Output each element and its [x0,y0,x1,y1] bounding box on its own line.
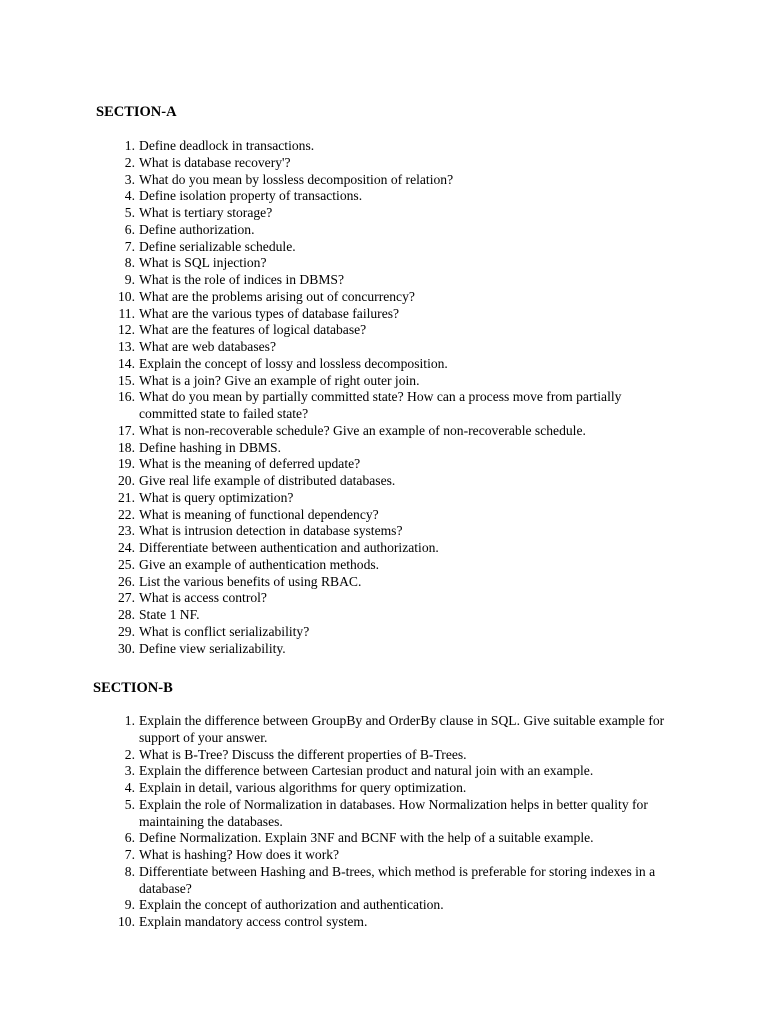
question-number: 3. [124,171,135,187]
question-number: 30. [118,640,135,656]
question-number: 13. [118,339,135,354]
question-text: What are the various types of database failures? [139,305,400,321]
question-text: What do you mean by partially committed state? How can a process move from partially committed state to failed state? [139,389,622,421]
question-number: 22. [118,506,135,522]
question-number: 29. [118,623,135,639]
question-item [118,355,679,373]
question-text: What is database recovery'? [139,154,291,170]
question-number: 24. [118,540,135,555]
question-number: 4. [124,780,135,795]
question-text: Explain the difference between GroupBy and OrderBy clause in SQL. Give suitable example for support of your answer. [139,713,665,745]
question-text: What is meaning of functional dependency? [139,506,379,522]
question-item [124,897,679,914]
question-text: What are the features of logical database? [139,322,367,338]
question-number: 15. [118,372,135,388]
question-number: 12. [118,322,135,338]
question-text: Explain the role of Normalization in databases. How Normalization helps in better quality for maintaining the databases. [139,796,648,829]
question-number: 5. [124,796,135,812]
question-text: What is the meaning of deferred update? [139,456,361,472]
question-text: Explain the difference between Cartesian product and natural join with an example. [139,763,594,779]
question-text: Give an example of authentication methods. [139,556,380,572]
question-number: 4. [124,188,135,204]
question-number: 9. [124,897,135,913]
question-number: 8. [124,863,135,879]
question-number: 18. [118,439,135,455]
question-item [124,863,679,898]
question-number: 1. [124,138,135,153]
question-number: 26. [118,573,135,589]
question-number: 25. [118,556,135,572]
question-text: What is non-recoverable schedule? Give an example of non-recoverable schedule. [139,422,586,438]
question-text: Define deadlock in transactions. [139,138,315,153]
question-item [118,339,679,356]
question-number: 7. [124,847,135,862]
question-item [124,746,679,764]
question-item [124,138,679,155]
question-item [118,489,679,507]
section-a-question-list [118,138,679,657]
question-number: 28. [118,607,135,622]
question-number: 6. [124,221,135,237]
question-number: 2. [124,746,135,762]
question-item [124,171,679,189]
question-text: Explain mandatory access control system. [139,914,368,929]
question-number: 5. [124,205,135,220]
question-item [118,456,679,473]
question-text: Define authorization. [139,221,255,237]
section-a-title: SECTION-A [96,104,177,120]
question-number: 27. [118,590,135,606]
question-text: Explain the concept of authorization and authentication. [139,897,444,913]
question-item [118,590,679,607]
question-item [124,255,679,272]
question-text: What do you mean by lossless decomposition of relation? [139,171,454,187]
question-number: 10. [118,288,135,304]
question-text: State 1 NF. [139,607,200,622]
question-number: 6. [124,830,135,846]
question-text: What is SQL injection? [139,255,267,271]
question-text: Differentiate between authentication and authorization. [139,540,439,555]
question-item [124,713,679,747]
question-item [118,640,679,658]
question-item [118,506,679,524]
question-text: What is intrusion detection in database systems? [139,523,403,539]
section-b-question-list [118,713,679,931]
question-text: Define serializable schedule. [139,238,296,254]
question-text: What is tertiary storage? [139,205,273,220]
question-number: 2. [124,154,135,170]
question-number: 20. [118,473,135,488]
question-text: What is a join? Give an example of right outer join. [139,372,420,388]
question-text: Differentiate between Hashing and B-trees, which method is preferable for storing indexes in a database? [139,863,656,896]
question-number: 1. [124,713,135,728]
question-text: Explain the concept of lossy and lossless decomposition. [139,355,448,371]
question-text: What is query optimization? [139,489,294,505]
question-text: Explain in detail, various algorithms for query optimization. [139,780,467,795]
question-item [118,389,679,423]
question-item [124,847,679,864]
question-item [118,523,679,540]
question-item [118,473,679,490]
question-number: 16. [118,389,135,405]
question-item [118,540,679,557]
question-item [124,780,679,797]
question-item [124,272,679,289]
question-number: 10. [118,914,135,929]
question-text: Define Normalization. Explain 3NF and BCNF with the help of a suitable example. [139,830,594,846]
question-item [124,830,679,847]
question-item [124,154,679,172]
question-item [118,422,679,440]
question-number: 14. [118,355,135,371]
question-number: 19. [118,456,135,472]
question-item [124,188,679,205]
question-text: Define hashing in DBMS. [139,439,281,455]
question-text: Give real life example of distributed databases. [139,473,396,488]
question-item [118,322,679,339]
question-text: Define view serializability. [139,640,286,656]
question-item [118,372,679,390]
question-text: What is the role of indices in DBMS? [139,272,345,287]
question-text: Define isolation property of transactions. [139,188,363,204]
question-item [118,305,679,323]
question-number: 17. [118,422,135,438]
question-item [118,288,679,306]
question-text: What is conflict serializability? [139,623,310,639]
question-item [118,439,679,457]
section-b-title: SECTION-B [93,680,173,696]
question-item [118,623,679,641]
question-item [118,914,679,931]
question-item [124,221,679,239]
question-item [118,607,679,624]
question-item [118,556,679,574]
question-item [124,205,679,222]
question-item [124,796,679,831]
question-number: 7. [124,238,135,254]
question-text: What are web databases? [139,339,276,354]
question-item [118,573,679,591]
question-number: 8. [124,255,135,271]
question-text: What is hashing? How does it work? [139,847,340,862]
question-text: What is access control? [139,590,267,606]
question-number: 11. [118,305,135,321]
question-text: List the various benefits of using RBAC. [139,573,362,589]
question-item [124,763,679,780]
question-text: What is B-Tree? Discuss the different properties of B-Trees. [139,746,467,762]
question-number: 21. [118,489,135,505]
question-number: 23. [118,523,135,539]
question-number: 3. [124,763,135,779]
question-number: 9. [124,272,135,287]
question-item [124,238,679,256]
question-text: What are the problems arising out of concurrency? [139,288,415,304]
